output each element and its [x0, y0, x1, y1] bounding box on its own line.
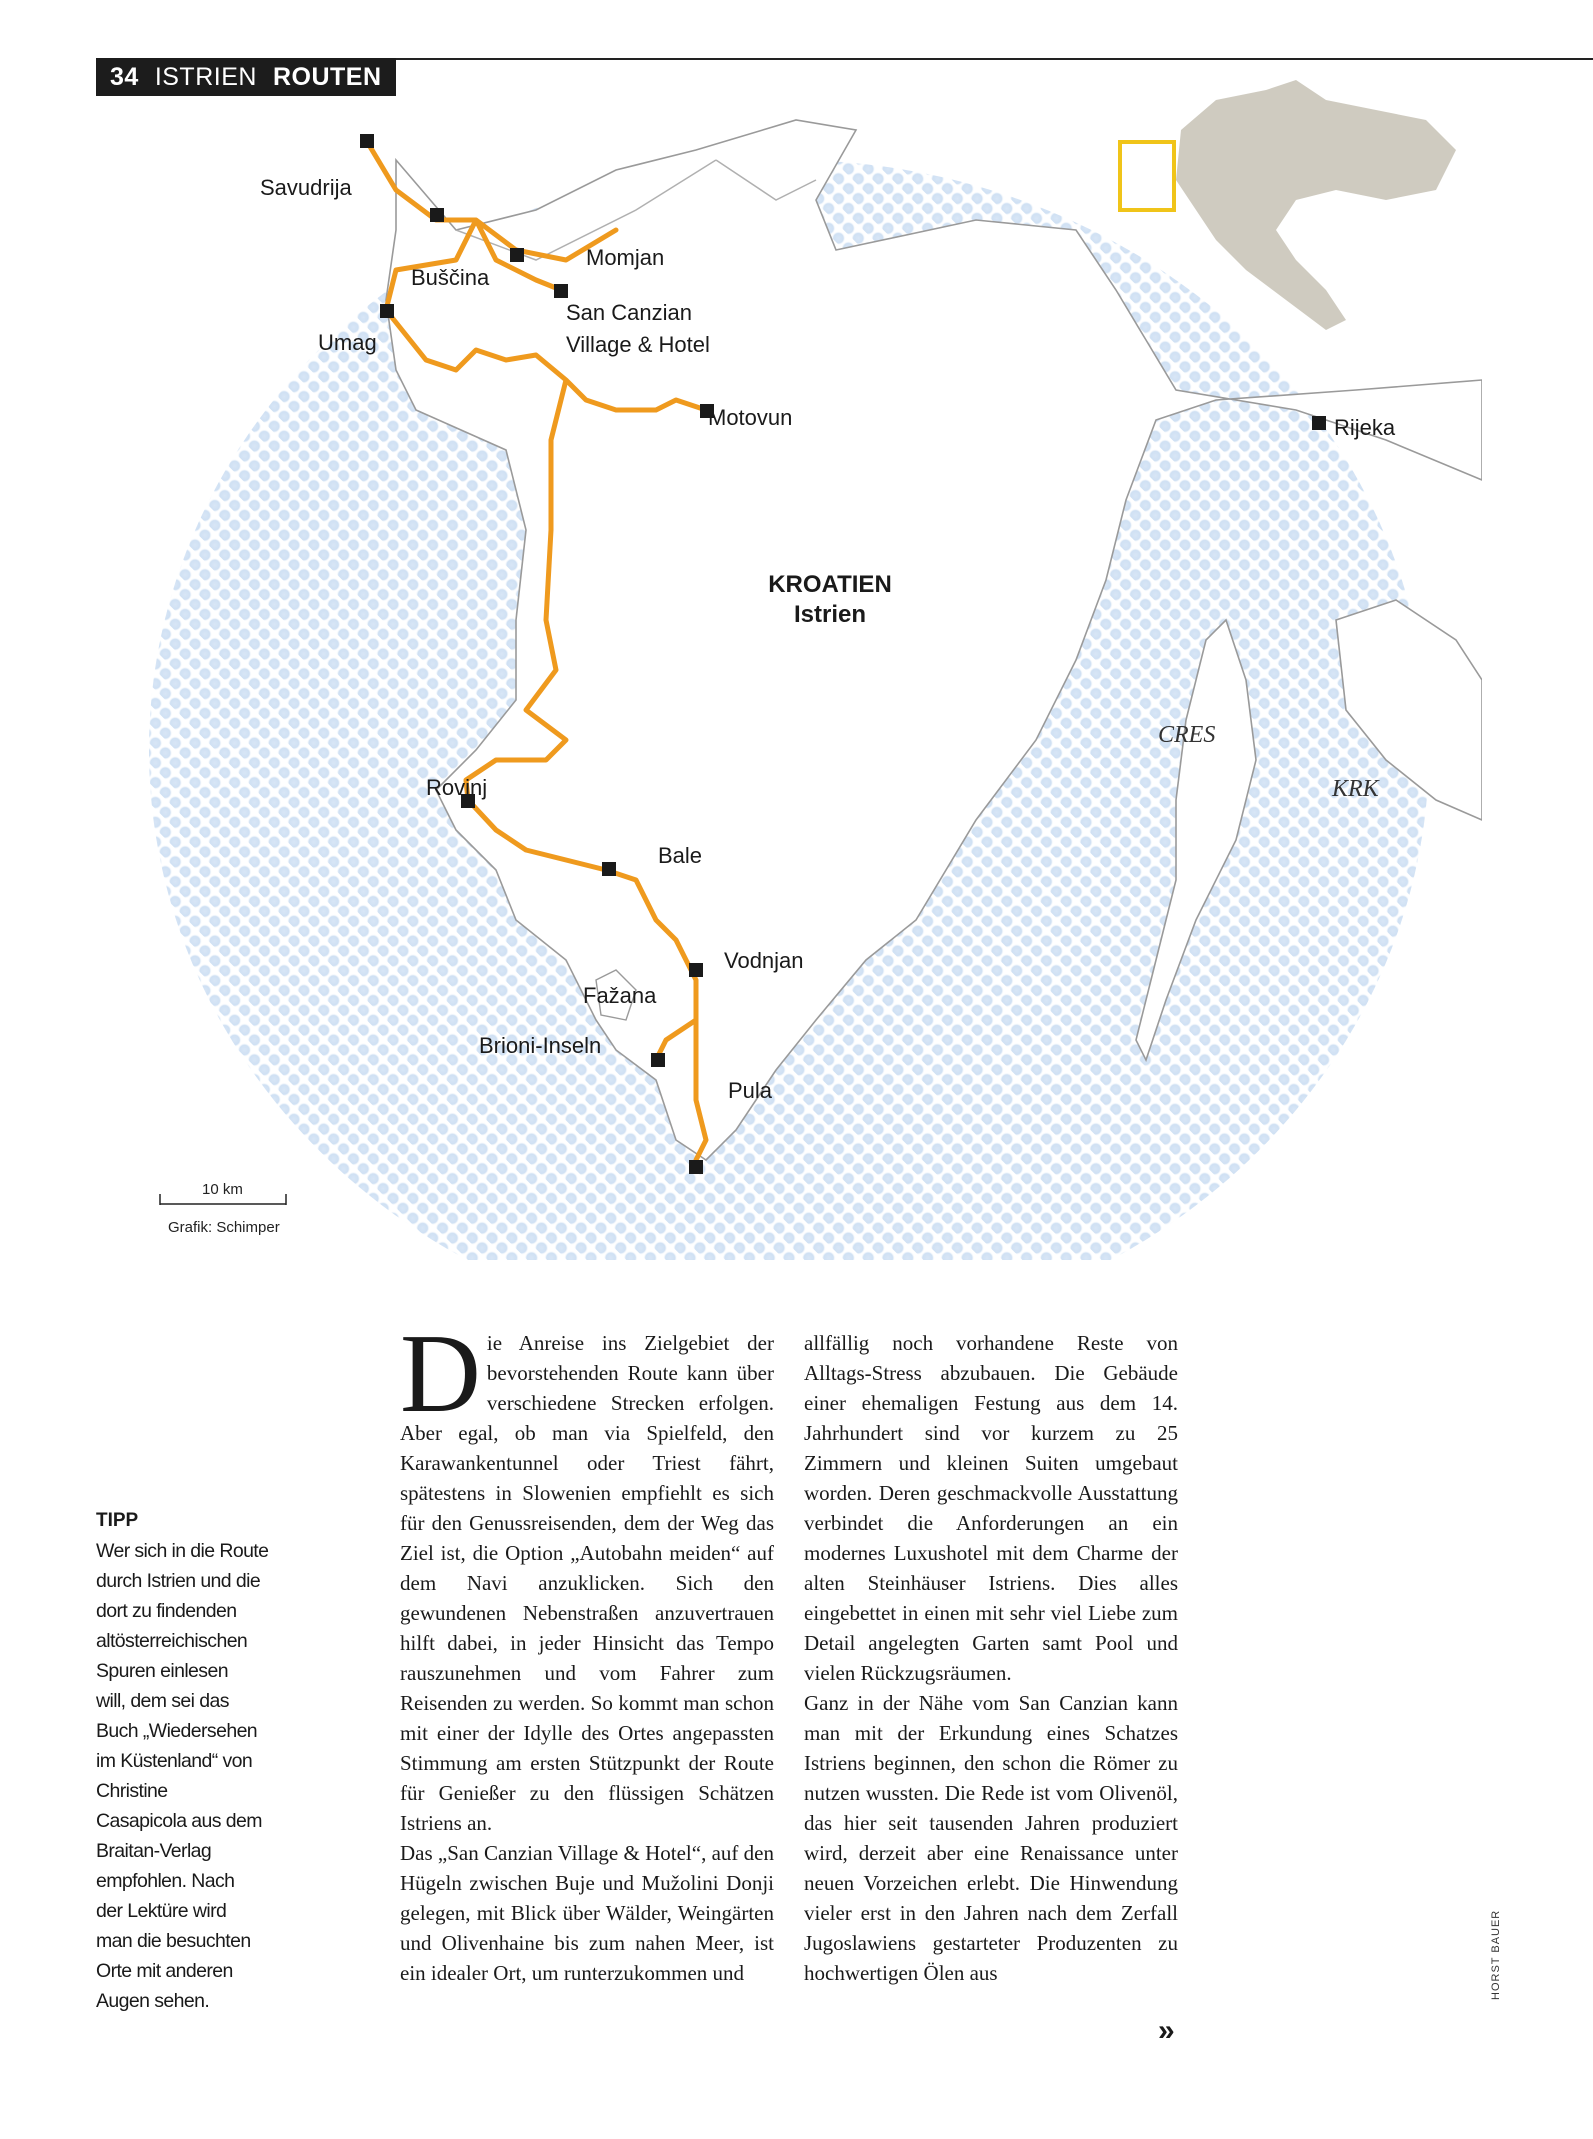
label-vodnjan: Vodnjan	[724, 948, 804, 973]
marker-buscina	[430, 208, 444, 222]
region-subtitle: Istrien	[793, 601, 867, 628]
tip-title: TIPP	[96, 1510, 139, 1531]
article-column-1	[400, 1312, 774, 1988]
tip-line: dort zu findenden	[96, 1600, 237, 1622]
marker-bale	[602, 862, 616, 876]
marker-umag	[380, 304, 394, 318]
article-paragraph: Ganz in der Nähe vom San Canzian kann man mit der Erkundung eines Schatzes Istriens beginnen, den schon die Römer zu nutzen wussten. Die Rede ist vom Olivenöl, das hier seit tausenden Jahren produziert wird, derzeit aber eine Renaissance unter neuen Vorzeichen erlebt. Die Hinwendung vieler erst in den Jahren nach dem Zerfall Jugoslawiens gestarteter Produzenten zu hochwertigen Ölen aus	[804, 1691, 1178, 1985]
photo-credit: HORST BAUER	[1490, 1909, 1502, 2000]
drop-cap: D	[400, 1312, 481, 1436]
marker-pula	[689, 1160, 703, 1174]
tip-line: man die besuchten	[96, 1930, 251, 1952]
label-cres: CRES	[1158, 722, 1216, 748]
tip-line: Christine	[96, 1780, 168, 1802]
route-map	[96, 60, 1482, 1260]
tip-line: Spuren einlesen	[96, 1660, 228, 1682]
article-paragraph: ie Anreise ins Zielgebiet der bevorstehenden Route kann über verschiedene Strecken erfolgen. Aber egal, ob man via Spielfeld, den Karawankentunnel oder Triest fährt, spätestens in Slowenien empfiehlt es sich für den Genussreisenden, dem der Weg das Ziel ist, die Option „Autobahn meiden“ auf dem Navi anzuklicken. Sich den gewundenen Nebenstraßen anzuvertrauen hilft dabei, in jeder Hinsicht das Tempo rauszunehmen und vom Fahrer zum Reisenden zu werden. So kommt man schon mit einer der Idylle des Ortes angepassten Stimmung am ersten Stützpunkt der Route für Genießer zu den flüssigen Schätzen Istriens an.	[400, 1331, 774, 1835]
tip-line: durch Istrien und die	[96, 1570, 261, 1592]
marker-fazana	[651, 1053, 665, 1067]
region-title: KROATIEN	[768, 571, 892, 598]
tip-line: will, dem sei das	[96, 1690, 229, 1712]
continue-mark: »	[1158, 2014, 1175, 2047]
tip-line: Wer sich in die Route	[96, 1540, 269, 1562]
label-krk: KRK	[1332, 776, 1379, 802]
label-motovun: Motovun	[708, 405, 793, 430]
tip-line: altösterreichischen	[96, 1630, 248, 1652]
marker-savudrija	[360, 134, 374, 148]
map-credit: Grafik: Schimper	[168, 1219, 280, 1236]
tip-line: Buch „Wiedersehen	[96, 1720, 258, 1742]
label-pula: Pula	[728, 1078, 773, 1103]
scale-label: 10 km	[202, 1181, 243, 1198]
marker-rijeka	[1312, 416, 1326, 430]
marker-momjan	[510, 248, 524, 262]
label-san-canzian-1: San Canzian	[566, 300, 692, 325]
marker-san-canzian	[554, 284, 568, 298]
tip-box	[96, 1506, 286, 2016]
article-paragraph: allfällig noch vorhandene Reste von Alltags-Stress abzubauen. Die Gebäude einer ehemaligen Festung aus dem 14. Jahrhundert sind vor kurzem zu 25 Zimmern und kleinen Suiten umgebaut worden. Deren geschmackvolle Ausstattung verbindet die Anforderungen an ein modernes Luxushotel mit dem Charme der alten Steinhäuser Istriens. Dies alles eingebettet in einen mit sehr viel Liebe zum Detail angelegten Garten samt Pool und vielen Rückzugsräumen.	[804, 1331, 1178, 1685]
label-buscina: Buščina	[411, 265, 490, 290]
tip-line: der Lektüre wird	[96, 1900, 227, 1922]
marker-vodnjan	[689, 963, 703, 977]
label-san-canzian-2: Village & Hotel	[566, 332, 710, 357]
tip-line: Orte mit anderen	[96, 1960, 233, 1982]
label-brioni: Brioni-Inseln	[479, 1033, 602, 1058]
label-bale: Bale	[658, 843, 703, 868]
tip-line: im Küstenland“ von	[96, 1750, 253, 1772]
tip-line: Augen sehen.	[96, 1990, 210, 2012]
label-rovinj: Rovinj	[426, 775, 488, 800]
article-column-2	[804, 1328, 1178, 1988]
label-fazana: Fažana	[583, 983, 657, 1008]
label-savudrija: Savudrija	[260, 175, 352, 200]
tip-line: empfohlen. Nach	[96, 1870, 235, 1892]
tip-line: Braitan-Verlag	[96, 1840, 212, 1862]
label-umag: Umag	[318, 330, 377, 355]
tip-line: Casapicola aus dem	[96, 1810, 262, 1832]
label-rijeka: Rijeka	[1334, 415, 1396, 440]
label-momjan: Momjan	[586, 245, 665, 270]
article-paragraph: Das „San Canzian Village & Hotel“, auf den Hügeln zwischen Buje und Mužolini Donji gelegen, mit Blick über Wälder, Weingärten und Olivenhaine bis zum nahen Meer, ist ein idealer Ort, um runterzukommen und	[400, 1841, 774, 1985]
